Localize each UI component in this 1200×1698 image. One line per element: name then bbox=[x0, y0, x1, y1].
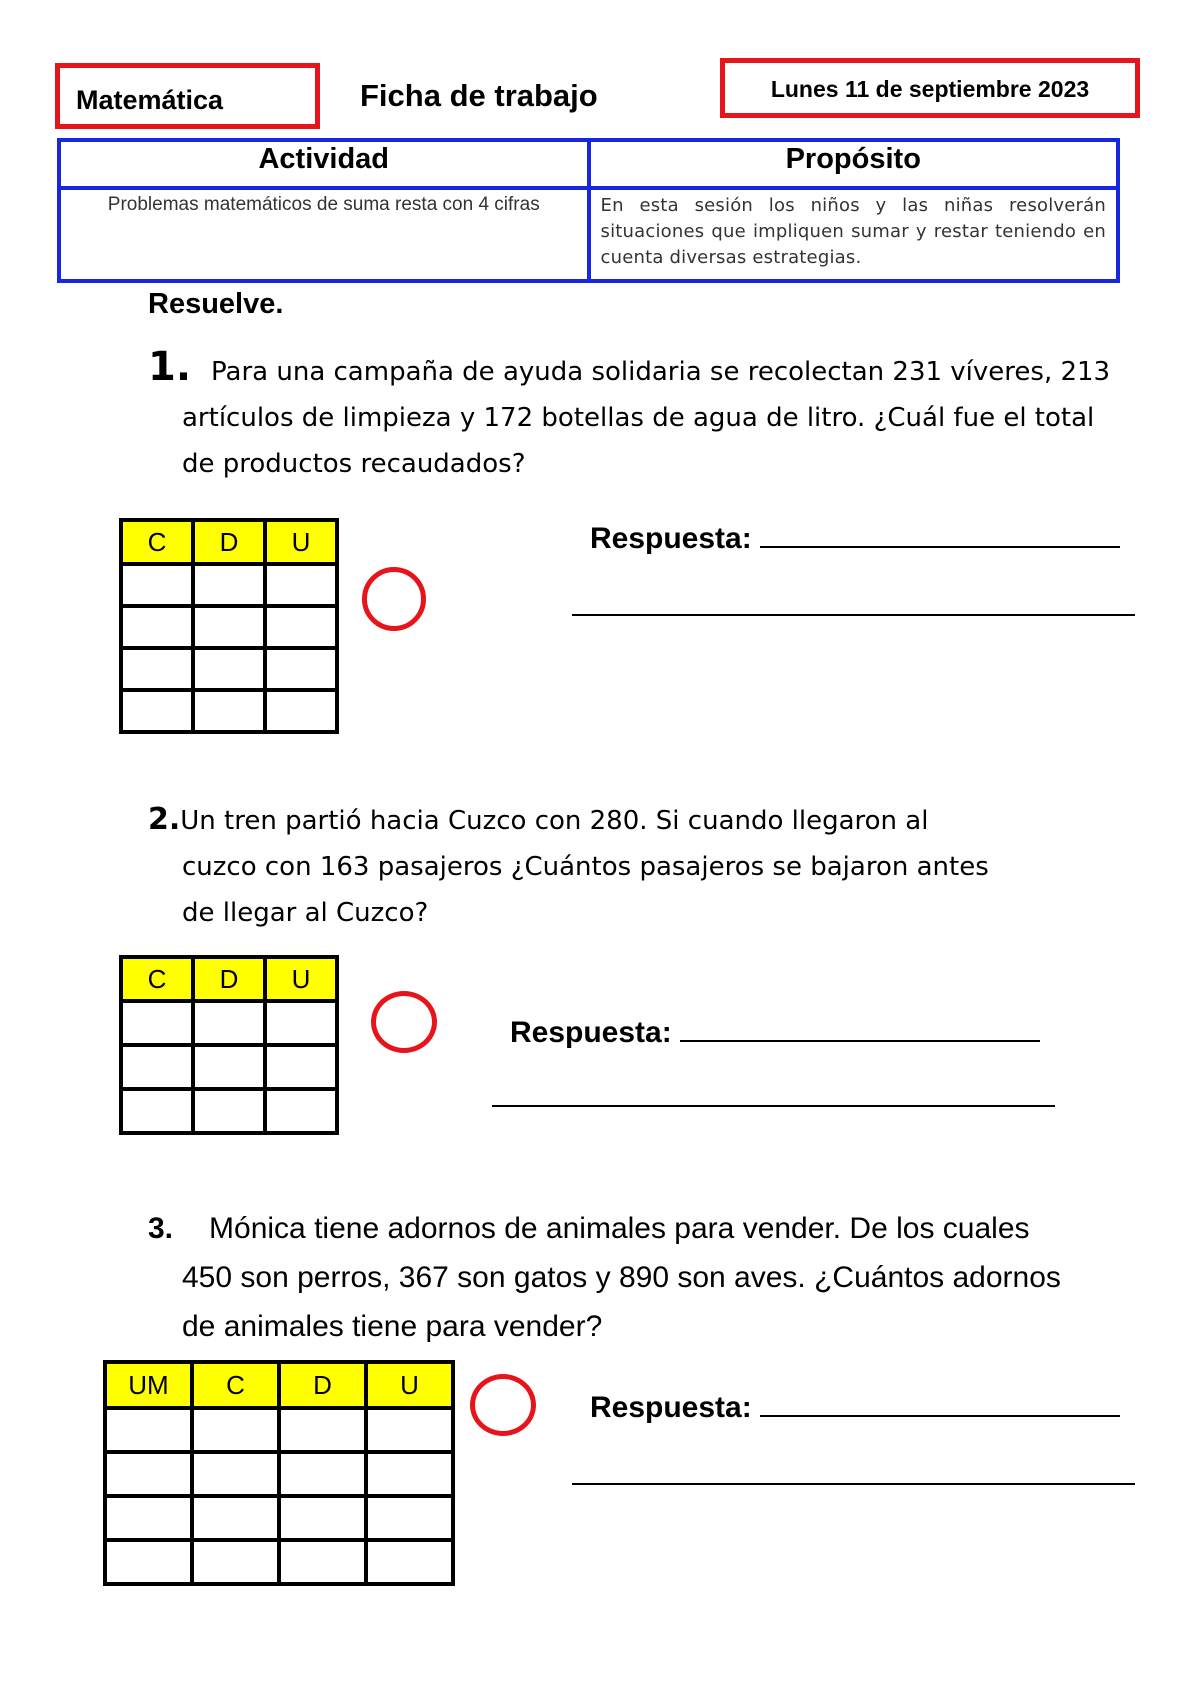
red-circle-2 bbox=[371, 991, 437, 1053]
instruction-heading: Resuelve. bbox=[148, 288, 284, 320]
grid-cell[interactable] bbox=[105, 1540, 192, 1584]
problem-1-line-3: de productos recaudados? bbox=[182, 449, 526, 479]
grid-2-header-d: D bbox=[193, 957, 265, 1001]
answer-label-2: Respuesta: bbox=[510, 1016, 672, 1049]
grid-1-header-u: U bbox=[265, 520, 337, 564]
problem-3-number: 3. bbox=[148, 1212, 174, 1245]
grid-1-header-c: C bbox=[121, 520, 193, 564]
answer-line-1a[interactable] bbox=[760, 516, 1120, 548]
grid-cell[interactable] bbox=[366, 1496, 453, 1540]
grid-cell[interactable] bbox=[265, 1001, 337, 1045]
grid-cell[interactable] bbox=[193, 1089, 265, 1133]
red-circle-1 bbox=[362, 567, 426, 631]
answer-line-1b[interactable] bbox=[572, 614, 1135, 616]
grid-cell[interactable] bbox=[192, 1496, 279, 1540]
grid-cell[interactable] bbox=[121, 1045, 193, 1089]
problem-1 bbox=[148, 344, 1110, 487]
problem-1-line-1: 1. Para una campaña de ayuda solidaria se recolectan 231 víveres, 213 bbox=[148, 344, 1111, 390]
grid-1-header-d: D bbox=[193, 520, 265, 564]
grid-cell[interactable] bbox=[192, 1452, 279, 1496]
grid-cell[interactable] bbox=[265, 1089, 337, 1133]
problem-2-line-3: de llegar al Cuzco? bbox=[182, 898, 429, 928]
problem-1-line-2: artículos de limpieza y 172 botellas de agua de litro. ¿Cuál fue el total bbox=[182, 403, 1095, 433]
answer-row-1 bbox=[590, 516, 1120, 556]
purpose-header: Propósito bbox=[589, 140, 1119, 188]
grid-cell[interactable] bbox=[192, 1408, 279, 1452]
grid-cell[interactable] bbox=[121, 690, 193, 732]
problem-3-line-3: de animales tiene para vender? bbox=[182, 1310, 603, 1343]
answer-row-3 bbox=[590, 1385, 1120, 1425]
grid-cell[interactable] bbox=[279, 1540, 366, 1584]
problem-2-line-1: 2.Un tren partió hacia Cuzco con 280. Si cuando llegaron al bbox=[148, 802, 929, 837]
place-value-grid-1 bbox=[119, 518, 339, 734]
activity-header: Actividad bbox=[59, 140, 589, 188]
problem-3 bbox=[148, 1204, 1061, 1351]
problem-3-line-1: 3. Mónica tiene adornos de animales para vender. De los cuales bbox=[148, 1212, 1030, 1245]
activity-text: Problemas matemáticos de suma resta con 4 cifras bbox=[59, 188, 589, 281]
grid-cell[interactable] bbox=[265, 690, 337, 732]
answer-line-2b[interactable] bbox=[492, 1105, 1055, 1107]
grid-cell[interactable] bbox=[121, 1001, 193, 1045]
problem-3-line-2: 450 son perros, 367 son gatos y 890 son aves. ¿Cuántos adornos bbox=[182, 1261, 1061, 1294]
grid-cell[interactable] bbox=[265, 564, 337, 606]
answer-line-3a[interactable] bbox=[760, 1385, 1120, 1417]
grid-cell[interactable] bbox=[193, 1045, 265, 1089]
answer-line-3b[interactable] bbox=[572, 1483, 1135, 1485]
grid-cell[interactable] bbox=[279, 1496, 366, 1540]
red-circle-3 bbox=[470, 1374, 536, 1436]
grid-cell[interactable] bbox=[193, 648, 265, 690]
page-title: Ficha de trabajo bbox=[360, 78, 598, 113]
grid-2-header-c: C bbox=[121, 957, 193, 1001]
place-value-grid-2 bbox=[119, 955, 339, 1135]
place-value-grid-3 bbox=[103, 1360, 455, 1586]
grid-3-header-c: C bbox=[192, 1362, 279, 1408]
problem-1-number: 1. bbox=[148, 344, 192, 390]
grid-cell[interactable] bbox=[279, 1452, 366, 1496]
grid-2-header-u: U bbox=[265, 957, 337, 1001]
answer-label-1: Respuesta: bbox=[590, 522, 752, 555]
problem-2 bbox=[148, 797, 989, 936]
grid-cell[interactable] bbox=[279, 1408, 366, 1452]
grid-3-header-d: D bbox=[279, 1362, 366, 1408]
grid-3-header-u: U bbox=[366, 1362, 453, 1408]
grid-cell[interactable] bbox=[193, 1001, 265, 1045]
grid-cell[interactable] bbox=[121, 564, 193, 606]
subject-label: Matemática bbox=[55, 63, 320, 129]
grid-cell[interactable] bbox=[121, 1089, 193, 1133]
purpose-text: En esta sesión los niños y las niñas resolverán situaciones que impliquen sumar y restar teniendo en cuenta diversas estrategias. bbox=[589, 188, 1119, 281]
grid-cell[interactable] bbox=[366, 1408, 453, 1452]
grid-cell[interactable] bbox=[366, 1540, 453, 1584]
grid-cell[interactable] bbox=[193, 606, 265, 648]
grid-3-header-um: UM bbox=[105, 1362, 192, 1408]
grid-cell[interactable] bbox=[366, 1452, 453, 1496]
grid-cell[interactable] bbox=[121, 606, 193, 648]
grid-cell[interactable] bbox=[193, 564, 265, 606]
problem-2-number: 2. bbox=[148, 802, 181, 837]
grid-cell[interactable] bbox=[193, 690, 265, 732]
answer-line-2a[interactable] bbox=[680, 1010, 1040, 1042]
grid-cell[interactable] bbox=[121, 648, 193, 690]
grid-cell[interactable] bbox=[265, 648, 337, 690]
grid-cell[interactable] bbox=[265, 1045, 337, 1089]
grid-cell[interactable] bbox=[265, 606, 337, 648]
grid-cell[interactable] bbox=[105, 1408, 192, 1452]
date-label: Lunes 11 de septiembre 2023 bbox=[720, 58, 1140, 118]
grid-cell[interactable] bbox=[105, 1496, 192, 1540]
problem-2-line-2: cuzco con 163 pasajeros ¿Cuántos pasajeros se bajaron antes bbox=[182, 852, 989, 882]
answer-row-2 bbox=[510, 1010, 1040, 1050]
grid-cell[interactable] bbox=[105, 1452, 192, 1496]
answer-label-3: Respuesta: bbox=[590, 1391, 752, 1424]
activity-purpose-table bbox=[57, 138, 1120, 283]
grid-cell[interactable] bbox=[192, 1540, 279, 1584]
